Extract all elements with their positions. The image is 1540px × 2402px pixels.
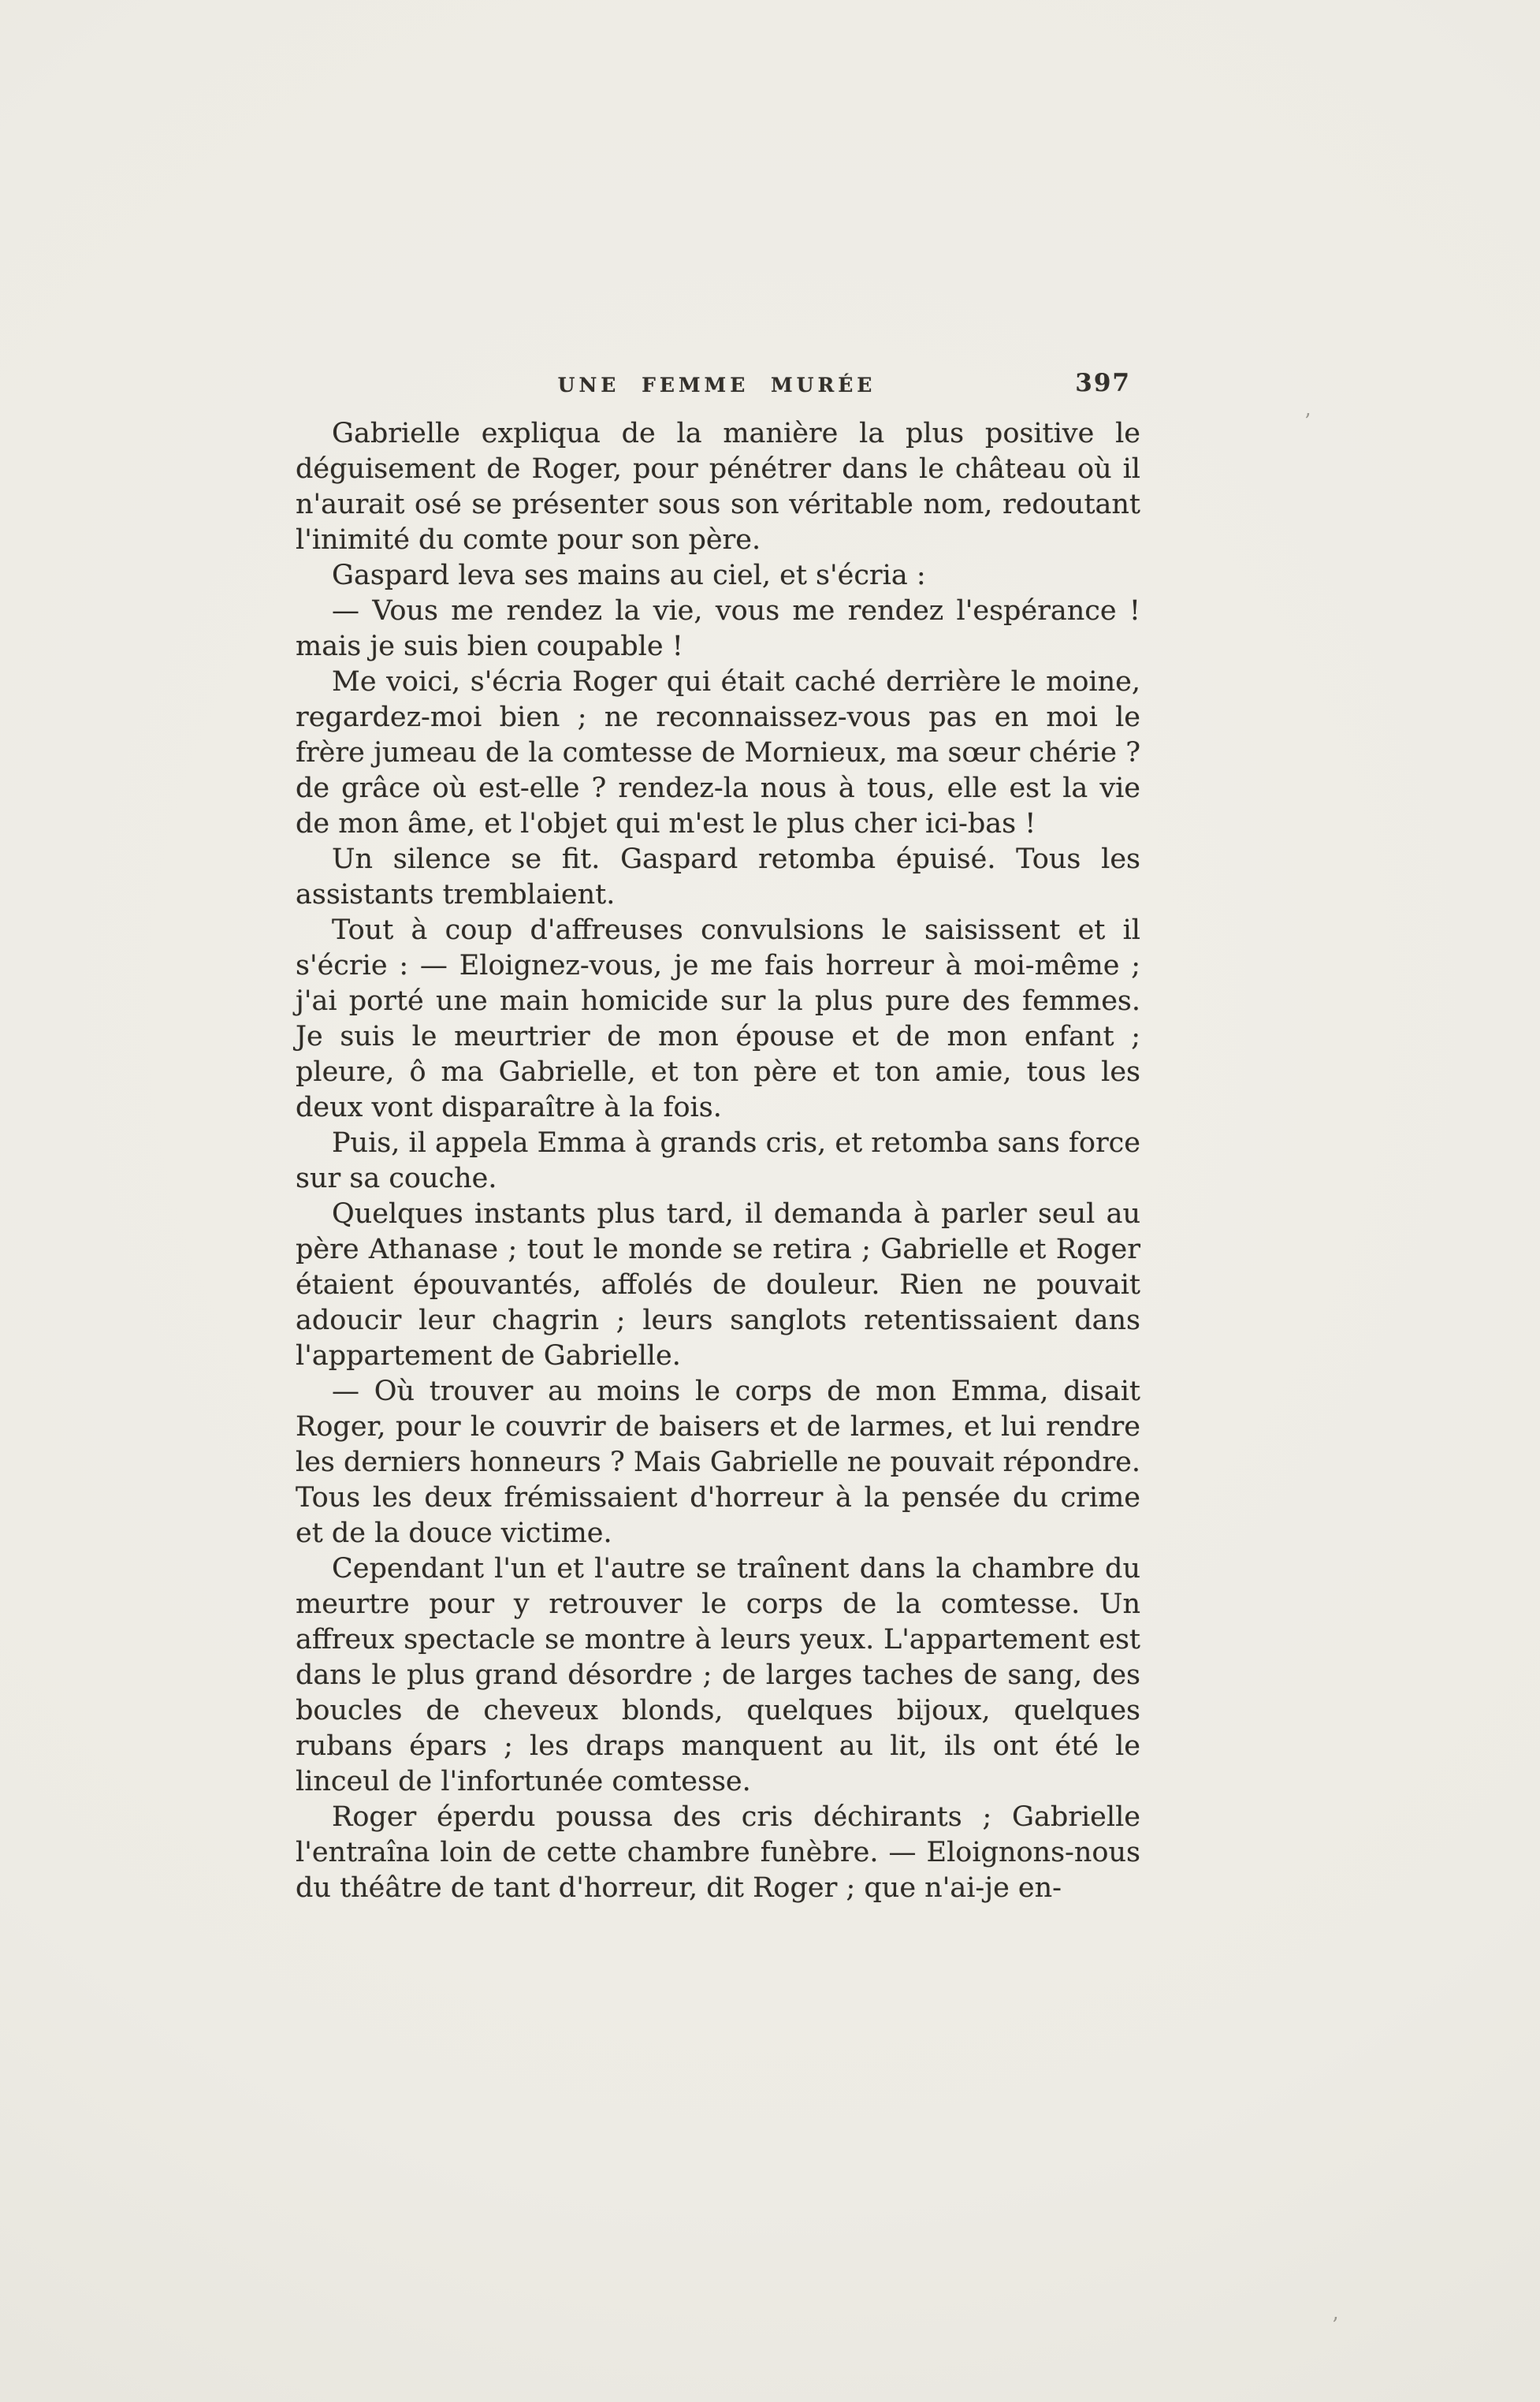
paragraph: Tout à coup d'affreuses convulsions le saisissent et il s'écrie : — Eloignez-vous, je me fais horreur à moi-même ; j'ai porté une main homicide sur la plus pure des femmes. Je suis le meurtrier de mon épouse et de mon enfant ; pleure, ô ma Gabrielle, et ton père et ton amie, tous les deux vont disparaître à la fois. bbox=[296, 914, 1140, 1123]
paragraph: Gabrielle expliqua de la manière la plus positive le déguisement de Roger, pour pénétrer dans le château où il n'aurait osé se présenter sous son véritable nom, redoutant l'inimité du comte pour son père. bbox=[296, 418, 1140, 556]
scan-speck-bottom-right: ’ bbox=[1332, 2314, 1339, 2337]
paragraph: Roger éperdu poussa des cris déchirants ; Gabrielle l'entraîna loin de cette chambre funèbre. — Eloignons-nous du théâtre de tant d'horreur, dit Roger ; que n'ai-je en- bbox=[296, 1801, 1140, 1904]
page-header bbox=[293, 369, 1140, 404]
paragraph: — Où trouver au moins le corps de mon Emma, disait Roger, pour le couvrir de baisers et de larmes, et lui rendre les derniers honneurs ? Mais Gabrielle ne pouvait répondre. Tous les deux frémissaient d'horreur à la pensée du crime et de la douce victime. bbox=[296, 1376, 1140, 1549]
paragraph: Cependant l'un et l'autre se traînent dans la chambre du meurtre pour y retrouver le corps de la comtesse. Un affreux spectacle se montre à leurs yeux. L'appartement est dans le plus grand désordre ; de larges taches de sang, des boucles de cheveux blonds, quelques bijoux, quelques rubans épars ; les draps manquent au lit, ils ont été le linceul de l'infortunée comtesse. bbox=[296, 1553, 1140, 1797]
paragraph: Quelques instants plus tard, il demanda à parler seul au père Athanase ; tout le monde se retira ; Gabrielle et Roger étaient épouvantés, affolés de douleur. Rien ne pouvait adoucir leur chagrin ; leurs sanglots retentissaient dans l'appartement de Gabrielle. bbox=[296, 1198, 1140, 1372]
paragraph: Me voici, s'écria Roger qui était caché derrière le moine, regardez-moi bien ; ne reconnaissez-vous pas en moi le frère jumeau de la comtesse de Mornieux, ma sœur chérie ? de grâce où est-elle ? rendez-la nous à tous, elle est la vie de mon âme, et l'objet qui m'est le plus cher ici-bas ! bbox=[296, 666, 1140, 840]
paragraph: Puis, il appela Emma à grands cris, et retomba sans force sur sa couche. bbox=[296, 1127, 1140, 1194]
paragraph: Un silence se fit. Gaspard retomba épuisé. Tous les assistants tremblaient. bbox=[296, 843, 1140, 911]
page-body bbox=[296, 416, 1140, 1906]
paragraph: — Vous me rendez la vie, vous me rendez l'espérance ! mais je suis bien coupable ! bbox=[296, 595, 1140, 662]
paragraph: Gaspard leva ses mains au ciel, et s'écria : bbox=[332, 560, 926, 591]
scan-speck-top-right: ’ bbox=[1304, 410, 1311, 434]
page-number: 397 bbox=[1075, 369, 1131, 397]
running-title: UNE FEMME MURÉE bbox=[557, 374, 876, 397]
